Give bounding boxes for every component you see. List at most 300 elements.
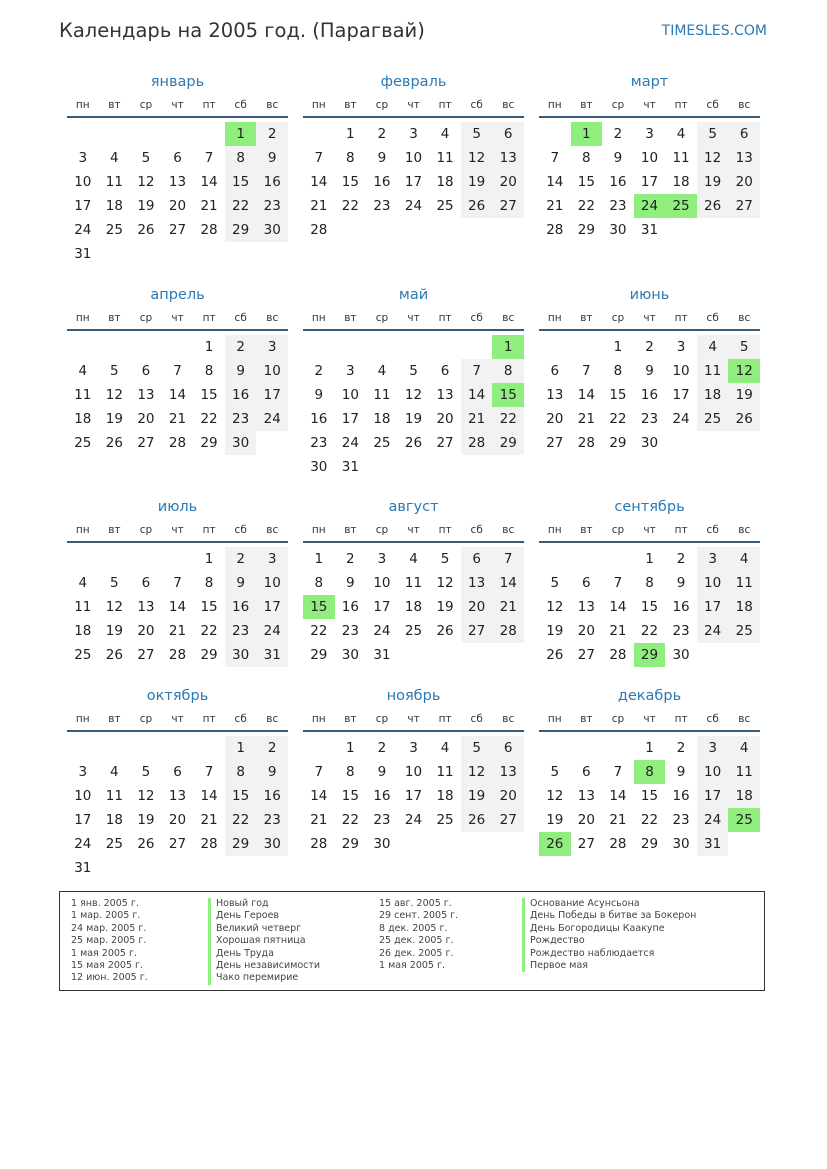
weekday-label: пн (311, 524, 326, 536)
day-cell: 28 (200, 836, 218, 852)
day-cell: 24 (672, 411, 690, 427)
weekday-label: пн (311, 312, 326, 324)
day-cell: 11 (728, 571, 760, 595)
day-cell: 10 (74, 788, 92, 804)
weekday-label: вс (266, 524, 279, 536)
month-block (303, 686, 524, 856)
day-cell: 30 (672, 647, 690, 663)
day-cell: 9 (676, 764, 686, 780)
day-cell: 14 (168, 387, 187, 403)
day-cell: 9 (377, 150, 387, 166)
weekday-label: вт (108, 312, 121, 324)
day-cell: 20 (492, 784, 524, 808)
day-cell: 21 (461, 407, 493, 431)
day-cell: 22 (492, 407, 524, 431)
day-cell: 27 (728, 194, 760, 218)
day-cell: 10 (256, 359, 288, 383)
day-cell: 17 (697, 784, 729, 808)
day-cell: 9 (225, 571, 257, 595)
day-cell: 22 (200, 623, 218, 639)
empty-cell (130, 335, 162, 359)
day-cell: 15 (341, 174, 359, 190)
day-cell: 3 (346, 363, 355, 379)
legend-date: 15 авг. 2005 г. (379, 898, 452, 909)
legend-date: 8 дек. 2005 г. (379, 922, 448, 934)
day-cell: 17 (74, 198, 92, 214)
day-cell: 15 (225, 170, 257, 194)
day-cell: 16 (341, 599, 359, 615)
day-cell: 17 (256, 595, 288, 619)
day-cell: 16 (225, 383, 257, 407)
day-cell: 21 (609, 812, 627, 828)
day-cell: 6 (440, 363, 450, 379)
weekday-label: чт (171, 524, 184, 536)
day-cell: 25 (436, 198, 454, 214)
day-cell: 26 (461, 194, 493, 218)
day-cell: 10 (697, 760, 729, 784)
weekday-label: вс (266, 713, 279, 725)
legend-date: 15 мая 2005 г. (71, 959, 144, 971)
day-cell: 26 (105, 435, 123, 451)
weekday-label: чт (643, 99, 656, 111)
day-cell: 14 (546, 174, 564, 190)
day-cell: 3 (78, 150, 88, 166)
day-cell: 10 (74, 174, 92, 190)
day-cell: 5 (461, 122, 493, 146)
weekday-header (303, 710, 524, 732)
day-cell: 13 (577, 599, 595, 615)
day-cell: 20 (436, 411, 454, 427)
day-cell: 15 (225, 784, 257, 808)
day-cell: 10 (697, 571, 729, 595)
day-cell: 17 (341, 411, 359, 427)
day-cell: 27 (168, 836, 187, 852)
day-cell: 6 (550, 363, 560, 379)
weekday-header (303, 309, 524, 331)
day-cell: 10 (404, 150, 423, 166)
day-cell: 30 (672, 836, 690, 852)
day-cell: 28 (310, 836, 328, 852)
day-cell: 5 (141, 150, 151, 166)
day-cell: 8 (204, 363, 214, 379)
day-cell: 23 (256, 808, 288, 832)
days-grid (539, 335, 760, 455)
day-cell: 9 (256, 760, 288, 784)
day-cell: 8 (314, 575, 324, 591)
day-cell: 7 (204, 150, 214, 166)
days-grid (303, 122, 524, 242)
weekday-label: ср (611, 99, 625, 111)
day-cell: 16 (640, 387, 659, 403)
legend-holiday-name: Рождество (522, 935, 696, 947)
weekday-label: пн (547, 99, 562, 111)
weekday-label: пн (547, 312, 562, 324)
day-cell: 11 (436, 150, 454, 166)
day-cell: 8 (204, 575, 214, 591)
weekday-label: вт (344, 99, 357, 111)
day-cell: 4 (728, 547, 760, 571)
day-cell: 13 (168, 174, 187, 190)
day-cell: 15 (640, 599, 659, 615)
day-cell: 25 (74, 435, 92, 451)
day-cell: 9 (346, 575, 355, 591)
day-cell: 18 (373, 411, 391, 427)
weekday-header (539, 96, 760, 118)
day-cell: 17 (640, 174, 659, 190)
day-cell: 2 (256, 736, 288, 760)
weekday-label: ср (139, 713, 153, 725)
day-cell: 11 (105, 174, 123, 190)
weekday-header (539, 710, 760, 732)
weekday-label: пт (438, 99, 452, 111)
days-grid (303, 547, 524, 667)
day-cell: 8 (492, 359, 524, 383)
day-cell: 23 (373, 812, 391, 828)
day-cell: 29 (225, 832, 257, 856)
weekday-label: пн (311, 713, 326, 725)
month-name: ноябрь (386, 688, 441, 704)
day-cell: 11 (672, 150, 690, 166)
brand-link[interactable]: TIMESLES.COM (661, 23, 767, 39)
month-block (539, 285, 760, 455)
weekday-label: пт (202, 713, 216, 725)
month-block (303, 285, 524, 479)
day-cell: 6 (141, 363, 151, 379)
day-cell: 2 (225, 547, 257, 571)
day-cell: 24 (74, 836, 92, 852)
day-cell: 25 (728, 619, 760, 643)
page-title: Календарь на 2005 год. (Парагвай) (59, 19, 425, 42)
weekday-label: ср (611, 312, 625, 324)
day-cell: 29 (609, 435, 627, 451)
month-block (539, 686, 760, 856)
month-name: март (630, 74, 669, 90)
day-cell: 23 (225, 619, 257, 643)
day-cell: 17 (74, 812, 92, 828)
day-cell: 17 (697, 595, 729, 619)
days-grid (67, 335, 288, 455)
month-block (67, 285, 288, 455)
day-cell: 4 (409, 551, 418, 567)
weekday-label: пт (438, 312, 452, 324)
day-cell: 21 (492, 595, 524, 619)
holiday-day-cell: 1 (225, 122, 257, 146)
day-cell: 4 (110, 764, 119, 780)
day-cell: 12 (436, 575, 454, 591)
day-cell: 18 (672, 174, 690, 190)
day-cell: 18 (728, 595, 760, 619)
day-cell: 27 (137, 435, 155, 451)
day-cell: 28 (609, 647, 627, 663)
weekday-label: пт (202, 524, 216, 536)
day-cell: 3 (676, 339, 686, 355)
legend-names-col-1 (208, 898, 320, 985)
day-cell: 7 (314, 764, 324, 780)
holiday-day-cell: 12 (728, 359, 760, 383)
day-cell: 31 (74, 860, 92, 876)
empty-cell (461, 335, 493, 359)
day-cell: 30 (256, 832, 288, 856)
day-cell: 30 (225, 431, 257, 455)
day-cell: 22 (200, 411, 218, 427)
weekday-header (67, 710, 288, 732)
day-cell: 24 (697, 808, 729, 832)
day-cell: 27 (546, 435, 564, 451)
days-grid (539, 122, 760, 242)
day-cell: 15 (577, 174, 595, 190)
day-cell: 13 (168, 788, 187, 804)
day-cell: 13 (137, 387, 155, 403)
weekday-label: вс (502, 312, 515, 324)
day-cell: 19 (697, 170, 729, 194)
day-cell: 7 (492, 547, 524, 571)
legend-holiday-name: День Богородицы Каакупе (522, 923, 696, 935)
day-cell: 2 (256, 122, 288, 146)
day-cell: 18 (105, 812, 123, 828)
weekday-label: сб (706, 713, 719, 725)
weekday-label: вт (344, 524, 357, 536)
day-cell: 2 (613, 126, 623, 142)
day-cell: 14 (168, 599, 187, 615)
weekday-label: вт (108, 713, 121, 725)
empty-cell (193, 736, 225, 760)
weekday-label: сб (706, 312, 719, 324)
day-cell: 18 (436, 788, 454, 804)
day-cell: 26 (105, 647, 123, 663)
day-cell: 7 (173, 575, 182, 591)
day-cell: 30 (310, 459, 328, 475)
weekday-label: пн (75, 99, 90, 111)
day-cell: 29 (640, 836, 659, 852)
day-cell: 25 (105, 836, 123, 852)
day-cell: 7 (550, 150, 560, 166)
legend-holiday-name: Новый год (208, 898, 320, 910)
weekday-label: пт (202, 312, 216, 324)
day-cell: 27 (492, 808, 524, 832)
weekday-label: чт (407, 312, 420, 324)
empty-cell (130, 736, 162, 760)
empty-cell (67, 547, 99, 571)
weekday-label: чт (643, 312, 656, 324)
day-cell: 7 (461, 359, 493, 383)
day-cell: 27 (577, 836, 595, 852)
day-cell: 23 (640, 411, 659, 427)
empty-cell (99, 335, 131, 359)
day-cell: 26 (436, 623, 454, 639)
month-block (67, 497, 288, 667)
weekday-label: сб (470, 713, 483, 725)
day-cell: 10 (341, 387, 359, 403)
day-cell: 28 (200, 222, 218, 238)
day-cell: 9 (225, 359, 257, 383)
empty-cell (429, 335, 461, 359)
day-cell: 31 (373, 647, 391, 663)
empty-cell (162, 335, 194, 359)
weekday-label: ср (139, 99, 153, 111)
day-cell: 18 (74, 623, 92, 639)
day-cell: 14 (310, 788, 328, 804)
day-cell: 3 (409, 740, 418, 756)
weekday-label: пн (311, 99, 326, 111)
day-cell: 14 (200, 174, 218, 190)
weekday-label: вт (344, 312, 357, 324)
day-cell: 20 (137, 623, 155, 639)
weekday-label: сб (706, 524, 719, 536)
weekday-label: пт (674, 524, 688, 536)
day-cell: 1 (204, 339, 214, 355)
day-cell: 25 (74, 647, 92, 663)
empty-cell (99, 122, 131, 146)
day-cell: 3 (377, 551, 387, 567)
day-cell: 7 (173, 363, 182, 379)
day-cell: 2 (377, 126, 387, 142)
day-cell: 23 (341, 623, 359, 639)
day-cell: 28 (546, 222, 564, 238)
day-cell: 20 (168, 812, 187, 828)
weekday-label: ср (611, 713, 625, 725)
empty-cell (539, 122, 571, 146)
weekday-label: чт (171, 99, 184, 111)
weekday-label: чт (171, 312, 184, 324)
day-cell: 11 (105, 788, 123, 804)
day-cell: 28 (492, 619, 524, 643)
day-cell: 16 (609, 174, 627, 190)
empty-cell (99, 736, 131, 760)
day-cell: 20 (461, 595, 493, 619)
weekday-label: чт (643, 524, 656, 536)
month-name: июль (157, 499, 198, 515)
day-cell: 28 (168, 647, 187, 663)
day-cell: 3 (645, 126, 654, 142)
day-cell: 21 (546, 198, 564, 214)
legend-holiday-name: Великий четверг (208, 923, 320, 935)
legend-date: 29 сент. 2005 г. (379, 910, 459, 922)
day-cell: 9 (256, 146, 288, 170)
weekday-header (303, 96, 524, 118)
day-cell: 14 (577, 387, 595, 403)
day-cell: 5 (697, 122, 729, 146)
day-cell: 20 (168, 198, 187, 214)
legend-date: 26 дек. 2005 г. (379, 947, 454, 959)
day-cell: 21 (577, 411, 595, 427)
day-cell: 15 (200, 599, 218, 615)
day-cell: 28 (168, 435, 187, 451)
day-cell: 30 (256, 218, 288, 242)
day-cell: 21 (168, 623, 187, 639)
day-cell: 7 (613, 764, 623, 780)
legend-date: 25 мар. 2005 г. (71, 935, 147, 947)
weekday-label: чт (407, 524, 420, 536)
empty-cell (67, 335, 99, 359)
day-cell: 20 (137, 411, 155, 427)
legend-holiday-name: Рождество наблюдается (522, 948, 696, 960)
day-cell: 9 (613, 150, 623, 166)
weekday-label: ср (375, 312, 389, 324)
day-cell: 20 (728, 170, 760, 194)
day-cell: 20 (492, 170, 524, 194)
legend-date: 24 мар. 2005 г. (71, 922, 147, 934)
weekday-label: пт (674, 312, 688, 324)
day-cell: 2 (346, 551, 355, 567)
day-cell: 6 (173, 150, 182, 166)
day-cell: 17 (373, 599, 391, 615)
day-cell: 27 (492, 194, 524, 218)
legend-dates-col-2 (379, 898, 458, 972)
day-cell: 21 (609, 623, 627, 639)
day-cell: 22 (225, 194, 257, 218)
day-cell: 4 (78, 575, 88, 591)
day-cell: 13 (577, 788, 595, 804)
day-cell: 16 (373, 174, 391, 190)
empty-cell (398, 335, 430, 359)
day-cell: 2 (645, 339, 654, 355)
weekday-label: сб (706, 99, 719, 111)
day-cell: 15 (609, 387, 627, 403)
weekday-label: сб (470, 312, 483, 324)
day-cell: 17 (256, 383, 288, 407)
day-cell: 4 (110, 150, 119, 166)
empty-cell (303, 335, 335, 359)
day-cell: 3 (697, 736, 729, 760)
weekday-label: пн (75, 713, 90, 725)
day-cell: 12 (461, 760, 493, 784)
day-cell: 4 (728, 736, 760, 760)
weekday-label: пт (438, 524, 452, 536)
empty-cell (130, 122, 162, 146)
day-cell: 31 (697, 832, 729, 856)
legend-date: 1 мая 2005 г. (379, 959, 445, 971)
day-cell: 11 (74, 387, 92, 403)
day-cell: 29 (310, 647, 328, 663)
day-cell: 22 (310, 623, 328, 639)
day-cell: 14 (609, 599, 627, 615)
day-cell: 18 (728, 784, 760, 808)
day-cell: 26 (461, 808, 493, 832)
legend-date: 25 дек. 2005 г. (379, 935, 454, 947)
weekday-label: чт (407, 713, 420, 725)
day-cell: 12 (546, 788, 564, 804)
day-cell: 27 (577, 647, 595, 663)
legend-names-col-2 (522, 898, 696, 972)
weekday-label: вт (108, 524, 121, 536)
day-cell: 27 (436, 435, 454, 451)
day-cell: 2 (225, 335, 257, 359)
day-cell: 24 (697, 619, 729, 643)
day-cell: 21 (310, 812, 328, 828)
weekday-label: сб (234, 524, 247, 536)
day-cell: 13 (492, 146, 524, 170)
day-cell: 12 (105, 387, 123, 403)
day-cell: 28 (461, 431, 493, 455)
day-cell: 4 (697, 335, 729, 359)
day-cell: 29 (341, 836, 359, 852)
weekday-label: ср (139, 524, 153, 536)
empty-cell (366, 335, 398, 359)
empty-cell (571, 736, 603, 760)
day-cell: 12 (461, 146, 493, 170)
legend-holiday-name: День Героев (208, 910, 320, 922)
day-cell: 24 (256, 619, 288, 643)
weekday-label: пн (75, 524, 90, 536)
empty-cell (571, 335, 603, 359)
weekday-label: чт (643, 713, 656, 725)
day-cell: 11 (697, 359, 729, 383)
day-cell: 8 (225, 760, 257, 784)
legend-date: 1 мар. 2005 г. (71, 910, 141, 922)
day-cell: 31 (256, 643, 288, 667)
day-cell: 19 (137, 812, 155, 828)
day-cell: 11 (373, 387, 391, 403)
